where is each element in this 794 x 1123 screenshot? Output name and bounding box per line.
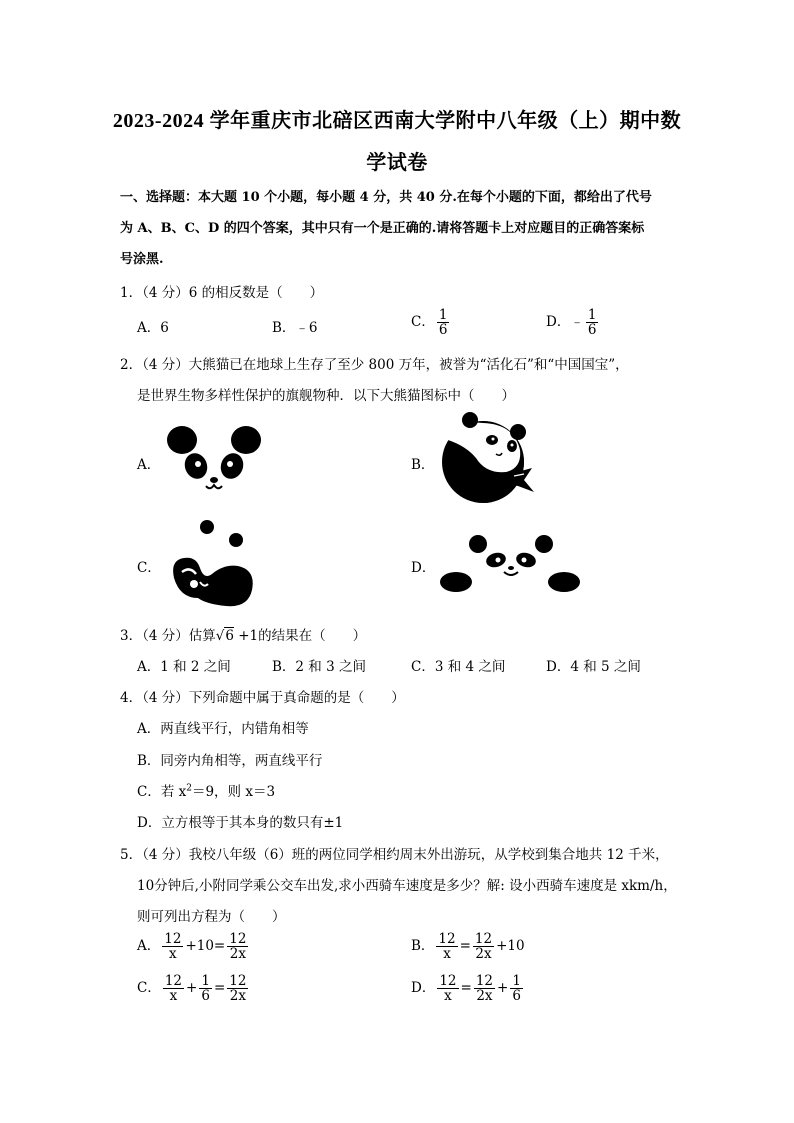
q4-option-b: B．同旁内角相等，两直线平行 <box>137 753 323 769</box>
question-2-stem-line2: 是世界生物多样性保护的旗舰物种．以下大熊猫图标中（ ） <box>137 388 515 404</box>
q2-option-b-label: B． <box>411 457 435 473</box>
panda-icon-a <box>162 424 266 498</box>
page-title: 2023-2024 学年重庆市北碚区西南大学附中八年级（上）期中数 <box>112 110 682 132</box>
q5-option-c: C． $\frac{12}{x}$ + $\frac{1}{6}$ = $\frac{12}{2x}$ <box>137 973 247 1005</box>
q2-option-c-label: C． <box>137 560 161 576</box>
fraction: $\frac{1}{6}$ <box>438 307 448 339</box>
q3-option-a: A．1 和 2 之间 <box>137 659 231 675</box>
q5-option-d: D． $\frac{12}{x}$ = $\frac{12}{2x}$ + $\frac{1}{6}$ <box>411 973 521 1005</box>
section-heading-line3: 号涂黑. <box>120 252 164 267</box>
question-5-stem: 5．（4 分）我校八年级（6）班的两位同学相约周末外出游玩，从学校到集合地共 12 千米， <box>120 847 669 863</box>
q4-option-c: C．若 $x^2=9$，则 x＝3 <box>137 783 276 800</box>
q2-option-a-label: A． <box>137 457 161 473</box>
question-3-stem: 3．（4 分）估算√6 +1的结果在（ ） <box>120 628 367 644</box>
question-5-stem-line3: 则可列出方程为（ ） <box>137 909 286 925</box>
q1-option-d: D．﹣ $\frac{1}{6}$ <box>546 307 597 339</box>
q3-option-d: D．4 和 5 之间 <box>546 659 641 675</box>
question-1-stem: 1．（4 分）6 的相反数是（ ） <box>120 285 324 301</box>
q1-option-a: A．6 <box>137 320 169 336</box>
radicand: 6 <box>225 628 234 644</box>
q2-option-d-label: D． <box>411 560 436 576</box>
section-heading-line2: 为 A、B、C、D 的四个答案，其中只有一个是正确的.请将答题卡上对应题目的正确答案标 <box>120 221 645 236</box>
question-4-stem: 4．（4 分）下列命题中属于真命题的是（ ） <box>120 690 405 706</box>
section-heading: 一、选择题：本大题 10 个小题，每小题 4 分，共 40 分.在每个小题的下面，都给出了代号 <box>120 190 652 205</box>
fraction: $\frac{1}{6}$ <box>587 307 597 339</box>
page-title-cont: 学试卷 <box>366 152 428 174</box>
q1-option-b: B．﹣6 <box>272 320 318 336</box>
q3-option-c: C．3 和 4 之间 <box>411 659 506 675</box>
q5-option-a: A． $\frac{12}{x}$ +10= $\frac{12}{2x}$ <box>137 931 247 963</box>
panda-icon-b <box>436 410 536 506</box>
panda-icon-c <box>160 520 260 612</box>
q3-option-b: B．2 和 3 之间 <box>272 659 366 675</box>
q4-option-a: A．两直线平行，内错角相等 <box>137 721 309 737</box>
q4-option-d: D．立方根等于其本身的数只有±1 <box>137 815 344 831</box>
question-5-stem-line2: 10分钟后,小附同学乘公交车出发,求小西骑车速度是多少？解: 设小西骑车速度是 xkm/h， <box>137 878 677 894</box>
question-2-stem: 2．（4 分）大熊猫已在地球上生存了至少 800 万年，被誉为“活化石”和“中国国宝”， <box>120 357 629 373</box>
q5-option-b: B． $\frac{12}{x}$ = $\frac{12}{2x}$ +10 <box>411 931 525 963</box>
panda-icon-d <box>438 534 582 594</box>
q1-option-c: C． $\frac{1}{6}$ <box>411 307 448 339</box>
